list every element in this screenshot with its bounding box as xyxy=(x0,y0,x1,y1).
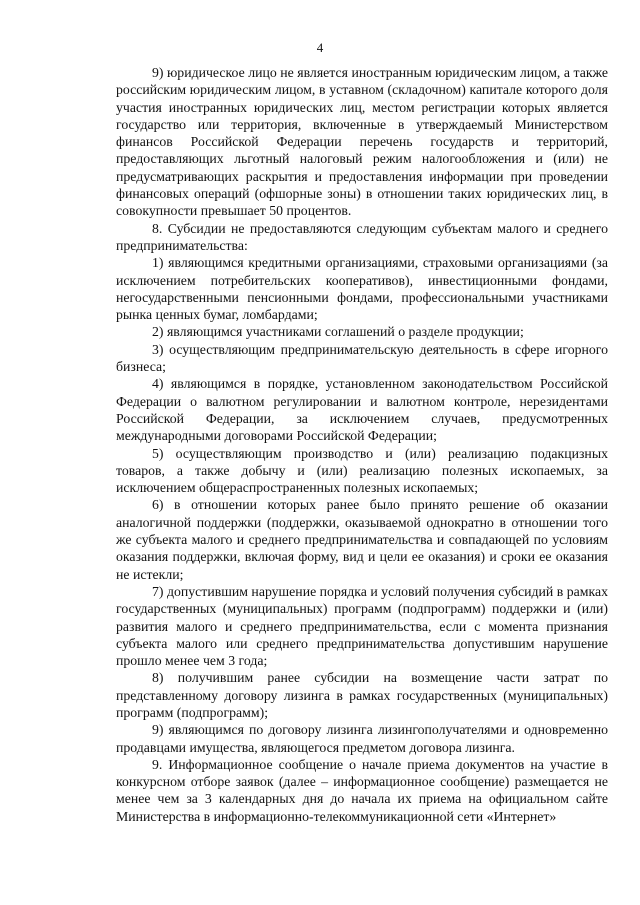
paragraph-item-8-prior-subsidies: 8) получившим ранее субсидии на возмещение части затрат по представленному договору лизинга в рамках государственных (муниципальных) программ (подпрограмм); xyxy=(116,670,608,720)
paragraph-item-6-prior-support: 6) в отношении которых ранее было принято решение об оказании аналогичной поддержки (поддержки, оказываемой однократно в отношении того же субъекта малого и среднего предпринимательства и совпадающей по условиям оказания поддержки, включая форму, вид и цели ее оказания) и сроки ее оказания не истекли; xyxy=(116,497,608,582)
paragraph-item-2-production-sharing: 2) являющимся участниками соглашений о разделе продукции; xyxy=(152,324,524,340)
paragraph-item-1-credit-organizations: 1) являющимся кредитными организациями, страховыми организациями (за исключением потребительских кооперативов), инвестиционными фондами, негосударственными пенсионными фондами, профессиональными участниками рынка ценных бумаг, ломбардами; xyxy=(116,255,608,323)
paragraph-item-9-lessees: 9) являющимся по договору лизинга лизингополучателями и одновременно продавцами имущества, являющегося предметом договора лизинга. xyxy=(116,722,608,755)
paragraph-section-9-announcement: 9. Информационное сообщение о начале приема документов на участие в конкурсном отборе заявок (далее – информационное сообщение) размещается не менее чем за 3 календарных дня до начала их приема на официальном сайте Министерства в информационно-телекоммуникационной сети «Интернет» xyxy=(116,756,608,824)
paragraph-item-7-violations: 7) допустившим нарушение порядка и условий получения субсидий в рамках государственных (муниципальных) программ (подпрограмм) поддержки и (или) развития малого и среднего предпринимательства, если с момента признания субъекта малого или среднего предпринимательства допустившим нарушение прошло менее чем 3 года; xyxy=(116,583,608,669)
page-number: 4 xyxy=(316,40,324,55)
paragraph-item-4-non-residents: 4) являющимся в порядке, установленном законодательством Российской Федерации о валютном регулировании и валютном контроле, нерезидентами Российской Федерации, за исключением случаев, предусмотренных международными договорами Российской Федерации; xyxy=(116,376,608,444)
document-body xyxy=(116,64,608,825)
paragraph-item-9-foreign-entity: 9) юридическое лицо не является иностранным юридическим лицом, а также российским юридическим лицом, в уставном (складочном) капитале которого доля участия иностранных юридических лиц, местом регистрации которых является государство или территория, включенные в утверждаемый Министерством финансов Российской Федерации перечень государств и территорий, предоставляющих льготный налоговый режим налогообложения и (или) не предусматривающих раскрытия и предоставления информации при проведении финансовых операций (офшорные зоны) в отношении таких юридических лиц, в совокупности превышает 50 процентов. xyxy=(116,65,608,219)
paragraph-item-5-excise-goods: 5) осуществляющим производство и (или) реализацию подакцизных товаров, а также добычу и (или) реализацию полезных ископаемых, за исключением общераспространенных полезных ископаемых; xyxy=(116,445,608,496)
paragraph-section-8-heading: 8. Субсидии не предоставляются следующим субъектам малого и среднего предпринимательства: xyxy=(116,220,608,253)
paragraph-item-3-gambling: 3) осуществляющим предпринимательскую деятельность в сфере игорного бизнеса; xyxy=(116,341,608,375)
